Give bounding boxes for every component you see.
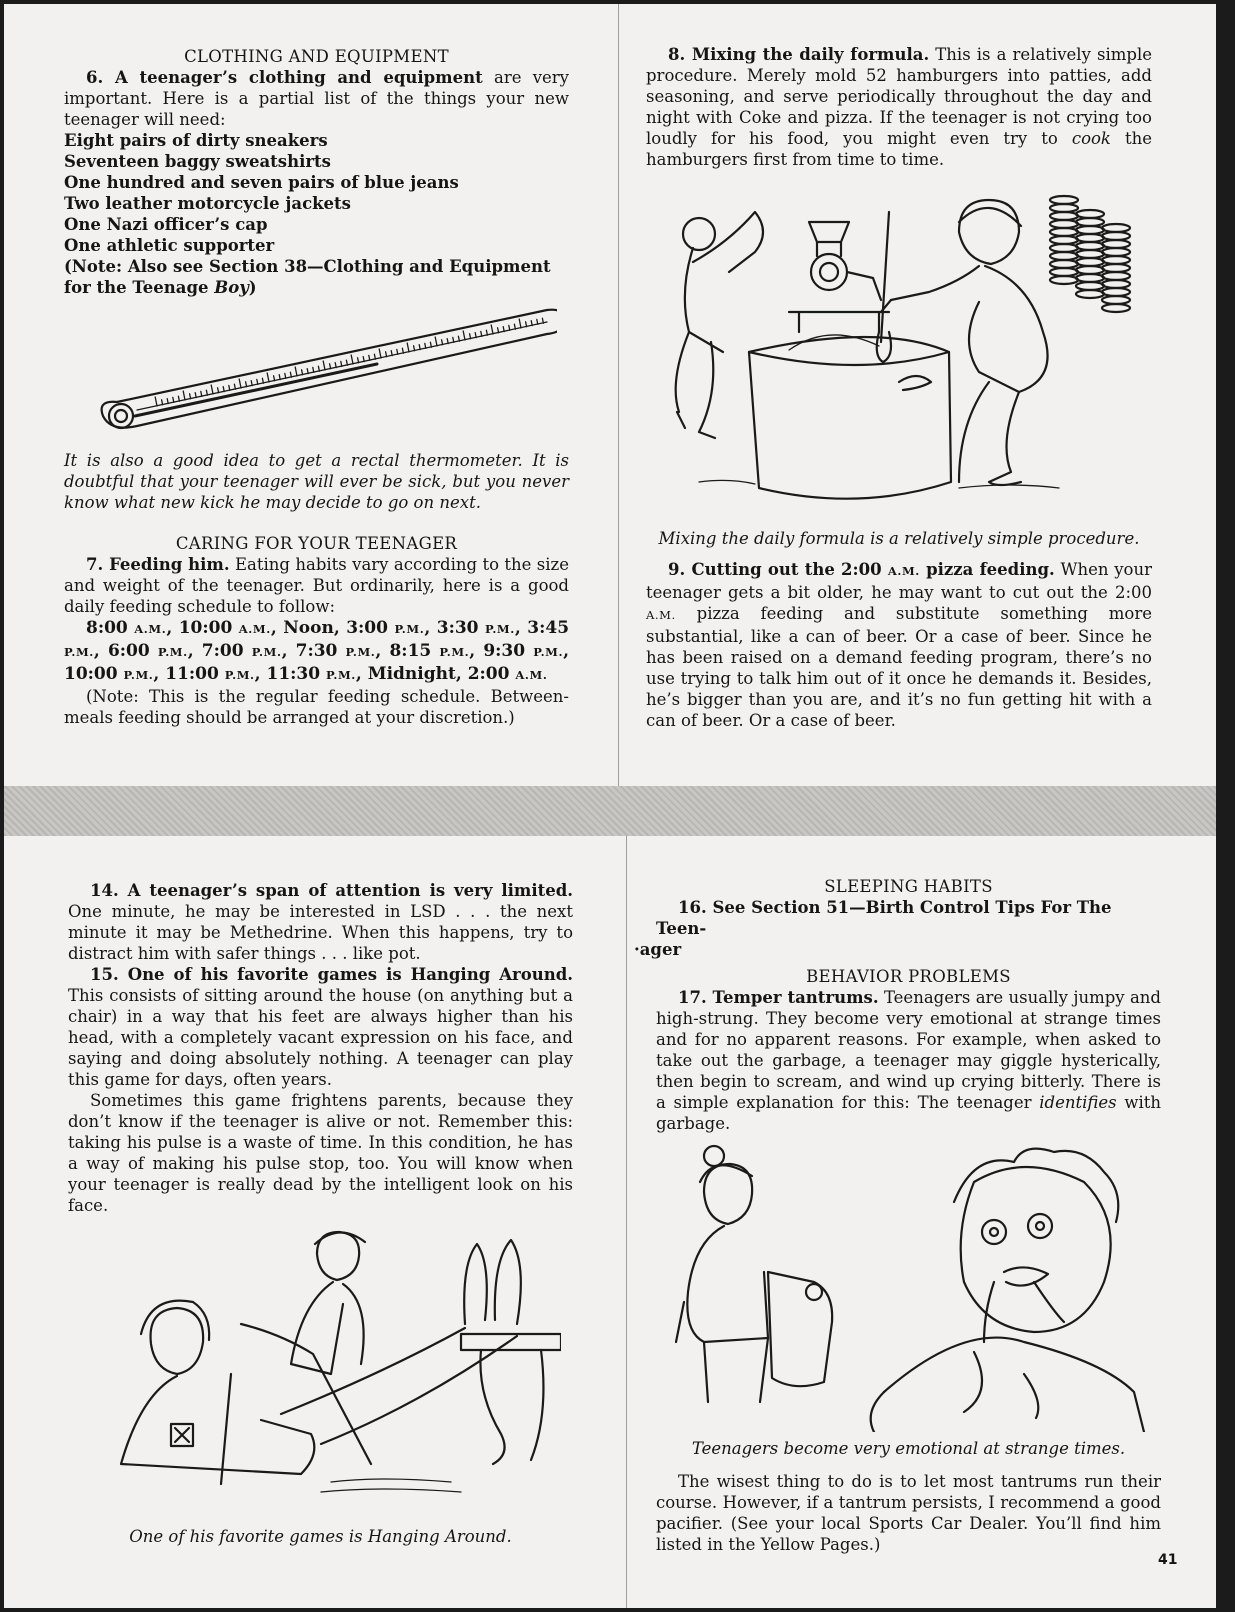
schedule-entry: 10:00 P.M. bbox=[64, 664, 154, 684]
thermometer-caption: It is also a good idea to get a rectal thermometer. It is doubtful that your teenager will ever be sick, but you never know what new kick he may decide to go on next. bbox=[64, 451, 569, 512]
tantrum-illustration bbox=[664, 1142, 1154, 1432]
thermometer-illustration bbox=[77, 298, 557, 448]
schedule-entry: 9:30 P.M. bbox=[483, 641, 564, 661]
feeding-schedule: 8:00 A.M., 10:00 A.M., Noon, 3:00 P.M., 3:30 P.M., 3:45 P.M., 6:00 P.M., 7:00 P.M., 7:30 P.M., 8:15 P.M., 9:30 P.M., 10:00 P.M., 11:00 P.M., 11:30 P.M., Midnight, 2:00 A.M. bbox=[64, 618, 570, 684]
schedule-entry: 11:00 P.M. bbox=[165, 664, 255, 684]
schedule-entry: 3:30 P.M. bbox=[436, 618, 515, 638]
mixing-caption: Mixing the daily formula is a relatively simple procedure. bbox=[658, 529, 1140, 548]
tantrum-caption: Teenagers become very emotional at strange times. bbox=[691, 1439, 1126, 1458]
schedule-entry: 7:00 P.M. bbox=[201, 641, 282, 661]
schedule-entry: 2:00 A.M. bbox=[467, 664, 548, 684]
page-gap-band bbox=[4, 786, 1216, 836]
clothing-list bbox=[64, 130, 569, 256]
top-left-column bbox=[64, 46, 569, 728]
hanging-around-illustration bbox=[81, 1224, 561, 1524]
item-15: 15. One of his favorite games is Hanging Around. This consists of sitting around the house (on anything but a chair) in a way that his feet are always higher than his head, with a completely vacant expression on his face, and saying and doing absolutely nothing. A teenager can play this game for days, often years. bbox=[68, 965, 573, 1089]
caring-heading: CARING FOR YOUR TEENAGER bbox=[175, 534, 458, 553]
clothing-list-item: One Nazi officer’s cap bbox=[64, 215, 268, 234]
clothing-list-item: Seventeen baggy sweatshirts bbox=[64, 152, 331, 171]
hanging-caption: One of his favorite games is Hanging Around. bbox=[129, 1527, 512, 1546]
mixing-formula-illustration bbox=[659, 182, 1139, 522]
item-16: 16. See Section 51—Birth Control Tips For The Teen- ·ager bbox=[634, 898, 1112, 959]
schedule-entry: Midnight bbox=[367, 664, 456, 684]
bottom-gutter bbox=[626, 836, 627, 1608]
pulse-paragraph: Sometimes this game frightens parents, because they don’t know if the teenager is alive or not. Remember this: taking his pulse is a waste of time. In this condition, he has a way of making his pulse stop, too. You will know when your teenager is really dead by the intelligent look on his face. bbox=[68, 1091, 573, 1215]
schedule-entry: 3:00 P.M. bbox=[346, 618, 425, 638]
schedule-entry: 8:15 P.M. bbox=[389, 641, 470, 661]
clothing-list-item: Eight pairs of dirty sneakers bbox=[64, 131, 328, 150]
clothing-note: (Note: Also see Section 38—Clothing and Equipment for the Teenage Boy) bbox=[64, 257, 551, 297]
item-9: 9. Cutting out the 2:00 A.M. pizza feeding. When your teenager gets a bit older, he may want to cut out the 2:00 A.M. pizza feeding and substitute something more substantial, like a can of beer. Or a case of beer. Since he has been raised on a demand feeding program, there’s no use trying to talk him out of it once he demands it. Besides, he’s bigger than you are, and it’s no fun getting hit with a can of beer. Or a case of beer. bbox=[646, 560, 1152, 730]
schedule-entry: Noon bbox=[283, 618, 334, 638]
schedule-entry: 7:30 P.M. bbox=[295, 641, 376, 661]
schedule-note: (Note: This is the regular feeding schedule. Between-meals feeding should be arranged at your discretion.) bbox=[64, 687, 569, 727]
item-14: 14. A teenager’s span of attention is very limited. One minute, he may be interested in LSD . . . the next minute it may be Methedrine. When this happens, try to distract him with safer things . . . like pot. bbox=[68, 881, 573, 963]
clothing-list-item: One athletic supporter bbox=[64, 236, 275, 255]
bottom-right-column bbox=[634, 876, 1161, 1555]
schedule-entry: 10:00 A.M. bbox=[178, 618, 271, 638]
schedule-entry: 3:45 P.M. bbox=[64, 618, 570, 659]
schedule-entry: 6:00 P.M. bbox=[107, 641, 188, 661]
bottom-left-column bbox=[68, 880, 573, 1547]
item-8: 8. Mixing the daily formula. This is a relatively simple procedure. Merely mold 52 hamburgers into patties, add seasoning, and serve periodically throughout the day and night with Coke and pizza. If the teenager is not crying too loudly for his food, you might even try to cook the hamburgers first from time to time. bbox=[646, 45, 1152, 169]
clothing-list-item: Two leather motorcycle jackets bbox=[64, 194, 351, 213]
top-gutter bbox=[618, 4, 619, 786]
item-17: 17. Temper tantrums. Teenagers are usually jumpy and high-strung. They become very emotional at strange times and for no apparent reasons. For example, when asked to take out the garbage, a teenager may giggle hysterically, then begin to scream, and wind up crying bitterly. There is a simple explanation for this: The teenager identifies with garbage. bbox=[656, 988, 1161, 1133]
item-7: 7. Feeding him. Eating habits vary according to the size and weight of the teenager. But ordinarily, here is a good daily feeding schedule to follow: bbox=[64, 555, 570, 616]
clothing-heading: CLOTHING AND EQUIPMENT bbox=[184, 47, 449, 66]
schedule-entry: 11:30 P.M. bbox=[266, 664, 356, 684]
closing-paragraph: The wisest thing to do is to let most tantrums run their course. However, if a tantrum persists, I recommend a good pacifier. (See your local Sports Car Dealer. You’ll find him listed in the Yellow Pages.) bbox=[656, 1472, 1161, 1554]
top-right-column bbox=[646, 44, 1152, 731]
schedule-entry: 8:00 A.M. bbox=[86, 618, 167, 638]
behavior-heading: BEHAVIOR PROBLEMS bbox=[806, 967, 1011, 986]
page-number: 41 bbox=[1158, 1552, 1178, 1568]
item-6: 6. A teenager’s clothing and equipment are very important. Here is a partial list of the things your new teenager will need: bbox=[64, 68, 570, 129]
sleeping-heading: SLEEPING HABITS bbox=[824, 877, 993, 896]
clothing-list-item: One hundred and seven pairs of blue jeans bbox=[64, 173, 459, 192]
